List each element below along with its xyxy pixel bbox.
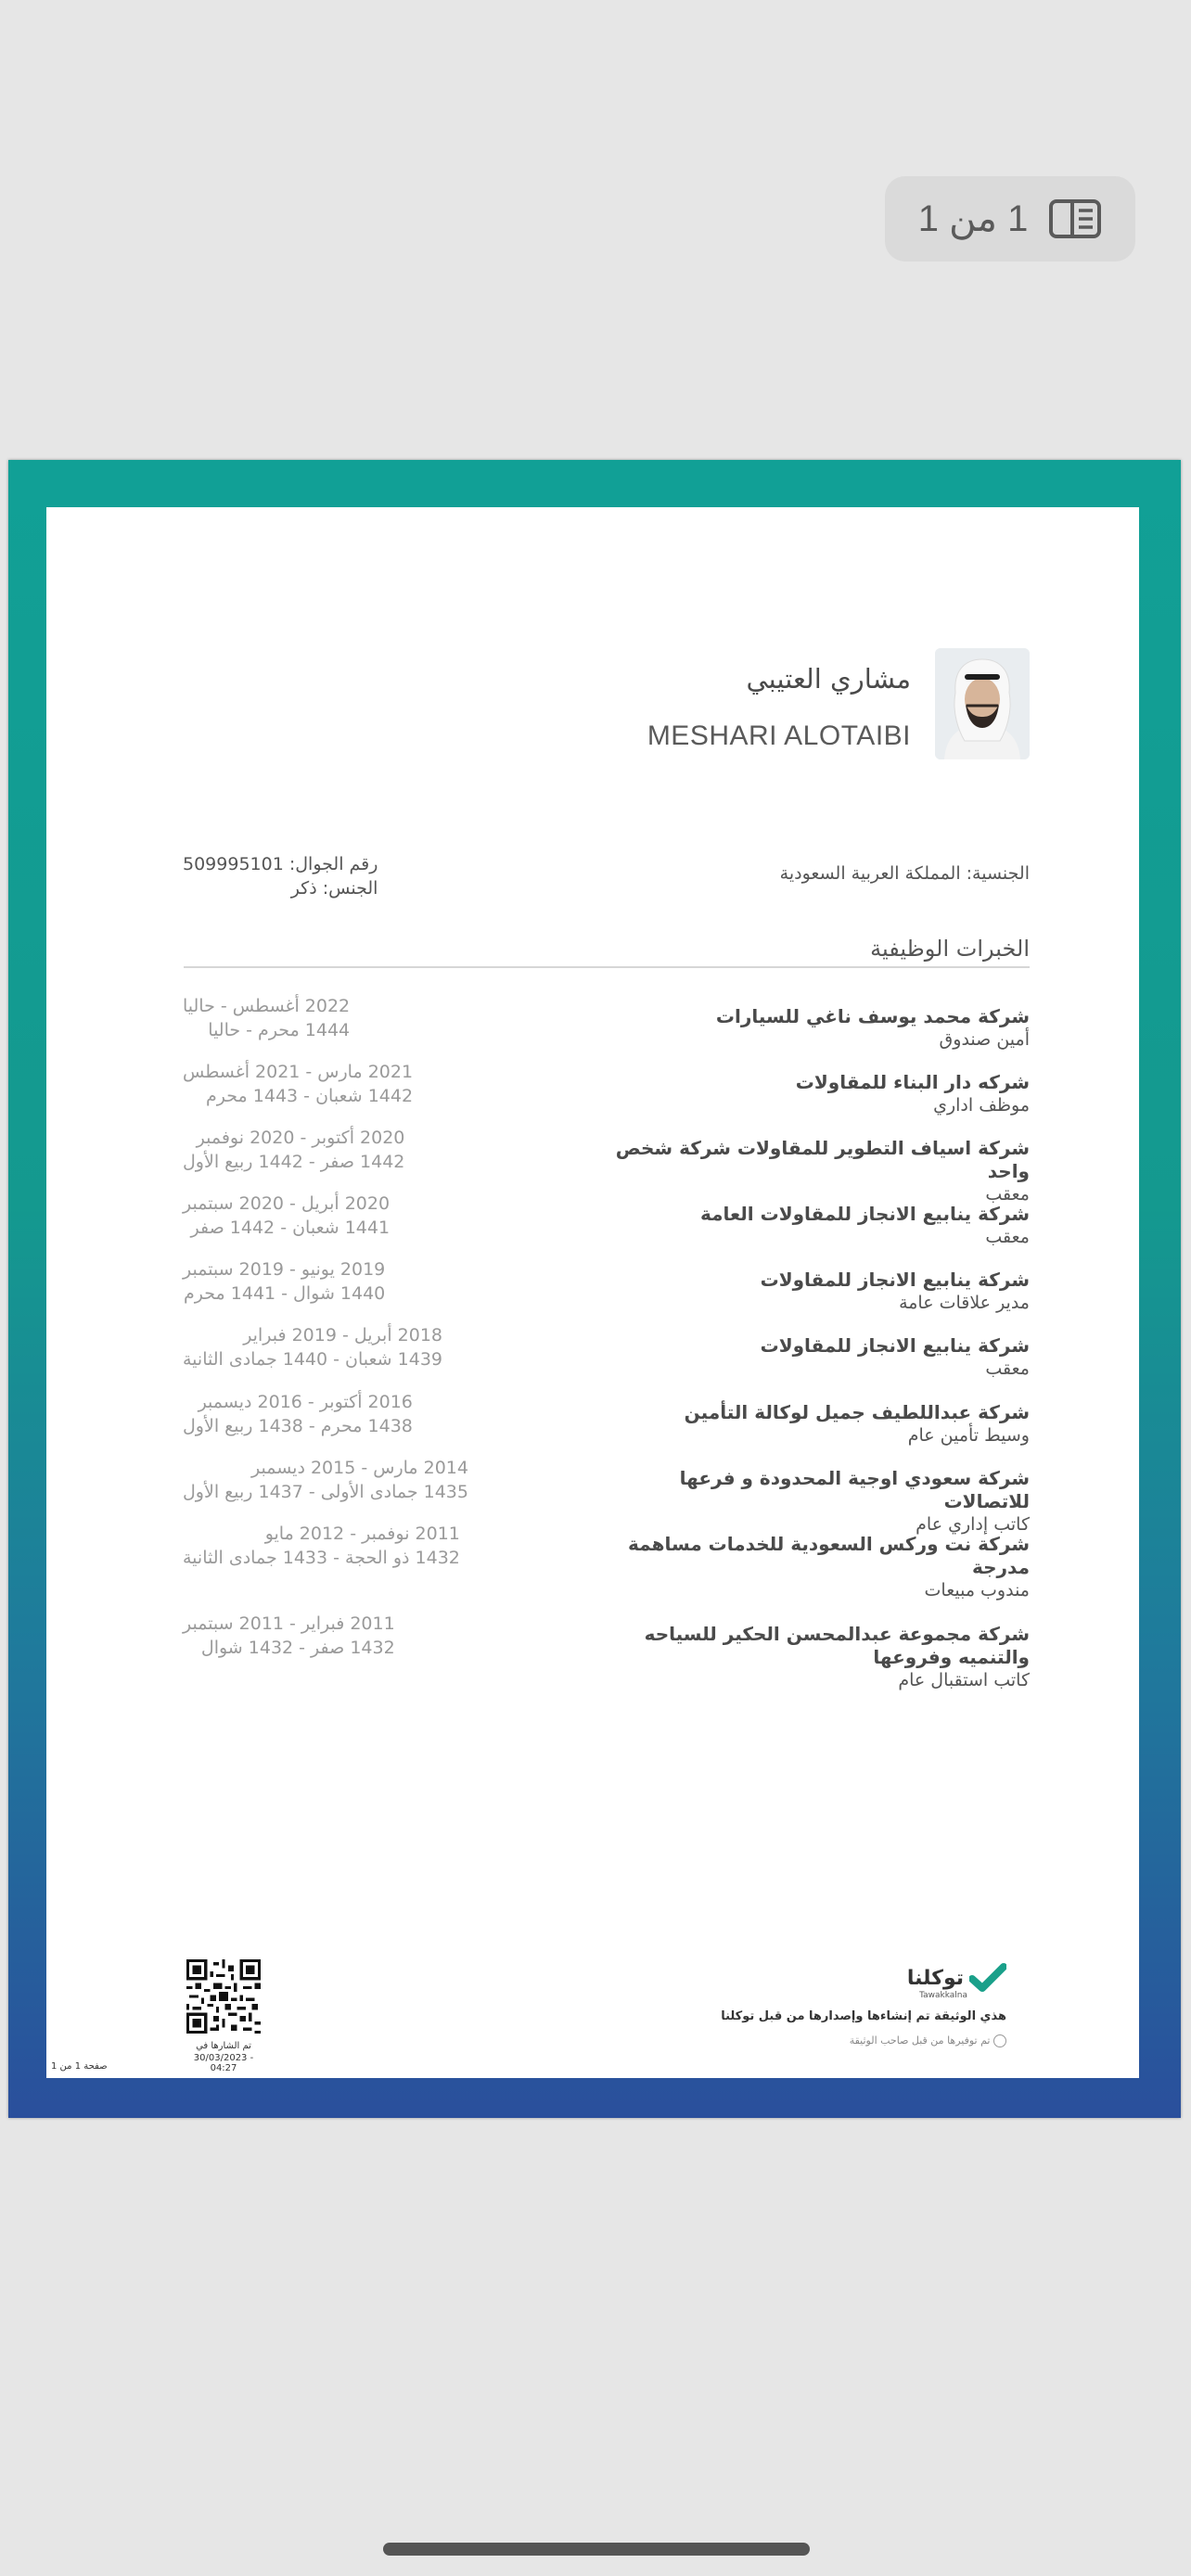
job-title: كاتب إداري عام xyxy=(916,1514,1030,1535)
name-english: MESHARI ALOTAIBI xyxy=(647,721,911,751)
job-dates-hijri: 1444 محرم - حاليا xyxy=(208,1020,351,1040)
job-company: شركة ينابيع الانجاز للمقاولات العامة xyxy=(699,1203,1030,1225)
brand-name-en: Tawakkalna xyxy=(919,1991,967,2000)
job-company: شركة عبداللطيف جميل لوكالة التأمين xyxy=(684,1401,1030,1423)
document-page xyxy=(46,507,1139,2078)
phone-number: رقم الجوال: 509995101 xyxy=(183,854,378,874)
page-number: صفحة 1 من 1 xyxy=(51,2061,108,2072)
footer-issued-text: هذي الوثيقة تم إنشاءها وإصدارها من قبل توكلنا xyxy=(721,2009,1006,2023)
job-company: شركة محمد يوسف ناغي للسيارات xyxy=(715,1005,1030,1027)
qr-date: 30/03/2023 - 04:27 xyxy=(193,2053,254,2073)
shield-icon xyxy=(993,2034,1006,2047)
job-title: معقب xyxy=(985,1184,1030,1205)
qr-code-icon xyxy=(186,1959,261,2034)
job-dates-hijri: 1441 شعبان - 1442 صفر xyxy=(190,1218,391,1238)
page-indicator xyxy=(885,176,1135,261)
home-indicator[interactable] xyxy=(383,2543,810,2556)
job-dates-gregorian: 2020 أكتوبر - 2020 نوفمبر xyxy=(196,1128,405,1148)
job-dates-hijri: 1440 شوال - 1441 محرم xyxy=(184,1283,386,1304)
section-divider xyxy=(184,966,1030,968)
job-company: شركة سعودي اوجية المحدودة و فرعها للاتصالات xyxy=(679,1467,1030,1512)
contact-block xyxy=(183,852,378,900)
section-title: الخبرات الوظيفية xyxy=(870,936,1030,962)
footer-provided-text xyxy=(765,2034,1006,2047)
footer-brand xyxy=(721,1963,1006,2047)
tawakkalna-logo xyxy=(765,1963,1006,1993)
job-dates-gregorian: 2022 أغسطس - حاليا xyxy=(183,996,351,1016)
job-dates-gregorian: 2011 نوفمبر - 2012 مايو xyxy=(264,1524,460,1544)
nationality: الجنسية: المملكة العربية السعودية xyxy=(779,863,1030,884)
job-title: كاتب استقبال عام xyxy=(898,1670,1030,1690)
job-dates-hijri: 1432 صفر - 1432 شوال xyxy=(200,1638,395,1658)
name-arabic: مشاري العتيبي xyxy=(746,663,911,695)
brand-name-ar: توكلنا xyxy=(906,1966,964,1990)
job-dates-gregorian: 2020 أبريل - 2020 سبتمبر xyxy=(183,1193,391,1214)
job-company: شركة اسياف التطوير للمقاولات شركة شخص واحد xyxy=(615,1137,1030,1182)
page-indicator-text: 1 من 1 xyxy=(917,198,1029,239)
job-dates-gregorian: 2016 أكتوبر - 2016 ديسمبر xyxy=(198,1392,413,1412)
gender: الجنس: ذكر xyxy=(290,878,378,899)
job-company: شركة ينابيع الانجاز للمقاولات xyxy=(760,1269,1030,1291)
job-dates-hijri: 1435 جمادى الأولى - 1437 ربيع الأول xyxy=(183,1482,468,1502)
job-dates-hijri: 1438 محرم - 1438 ربيع الأول xyxy=(183,1416,413,1436)
qr-caption: تم الشارها في xyxy=(196,2041,251,2051)
job-dates-hijri: 1442 صفر - 1442 ربيع الأول xyxy=(183,1152,405,1172)
job-title: معقب xyxy=(985,1358,1030,1379)
document-frame xyxy=(8,460,1181,2118)
job-title: وسيط تأمين عام xyxy=(907,1425,1030,1446)
job-title: أمين صندوق xyxy=(939,1029,1030,1050)
job-company: شركة مجموعة عبدالمحسن الحكير للسياحه والتنميه وفروعها xyxy=(644,1623,1030,1668)
job-company: شركة نت وركس السعودية للخدمات مساهمة مدرجة xyxy=(628,1533,1030,1578)
job-company: شركة ينابيع الانجاز للمقاولات xyxy=(760,1334,1030,1357)
job-dates-gregorian: 2018 أبريل - 2019 فبراير xyxy=(243,1325,442,1345)
job-title: مندوب مبيعات xyxy=(924,1580,1030,1600)
job-dates-gregorian: 2011 فبراير - 2011 سبتمبر xyxy=(183,1613,395,1634)
avatar xyxy=(935,648,1030,759)
job-title: مدير علاقات عامة xyxy=(899,1293,1030,1313)
job-dates-hijri: 1442 شعبان - 1443 محرم xyxy=(206,1086,414,1106)
job-title: موظف اداري xyxy=(933,1095,1030,1116)
footer-provided-label: تم توفيرها من قبل صاحب الوثيقة xyxy=(849,2034,991,2047)
job-dates-gregorian: 2021 مارس - 2021 أغسطس xyxy=(183,1062,414,1082)
job-dates-hijri: 1432 ذو الحجة - 1433 جمادى الثانية xyxy=(183,1548,460,1568)
job-dates-gregorian: 2019 يونيو - 2019 سبتمبر xyxy=(183,1259,386,1280)
check-logo-icon xyxy=(969,1963,1006,1993)
page-layout-icon xyxy=(1048,198,1102,239)
qr-block xyxy=(186,1959,261,2073)
job-dates-gregorian: 2014 مارس - 2015 ديسمبر xyxy=(251,1458,468,1478)
job-title: معقب xyxy=(985,1227,1030,1247)
job-company: شركه دار البناء للمقاولات xyxy=(795,1071,1030,1093)
job-dates-hijri: 1439 شعبان - 1440 جمادى الثانية xyxy=(183,1349,442,1370)
